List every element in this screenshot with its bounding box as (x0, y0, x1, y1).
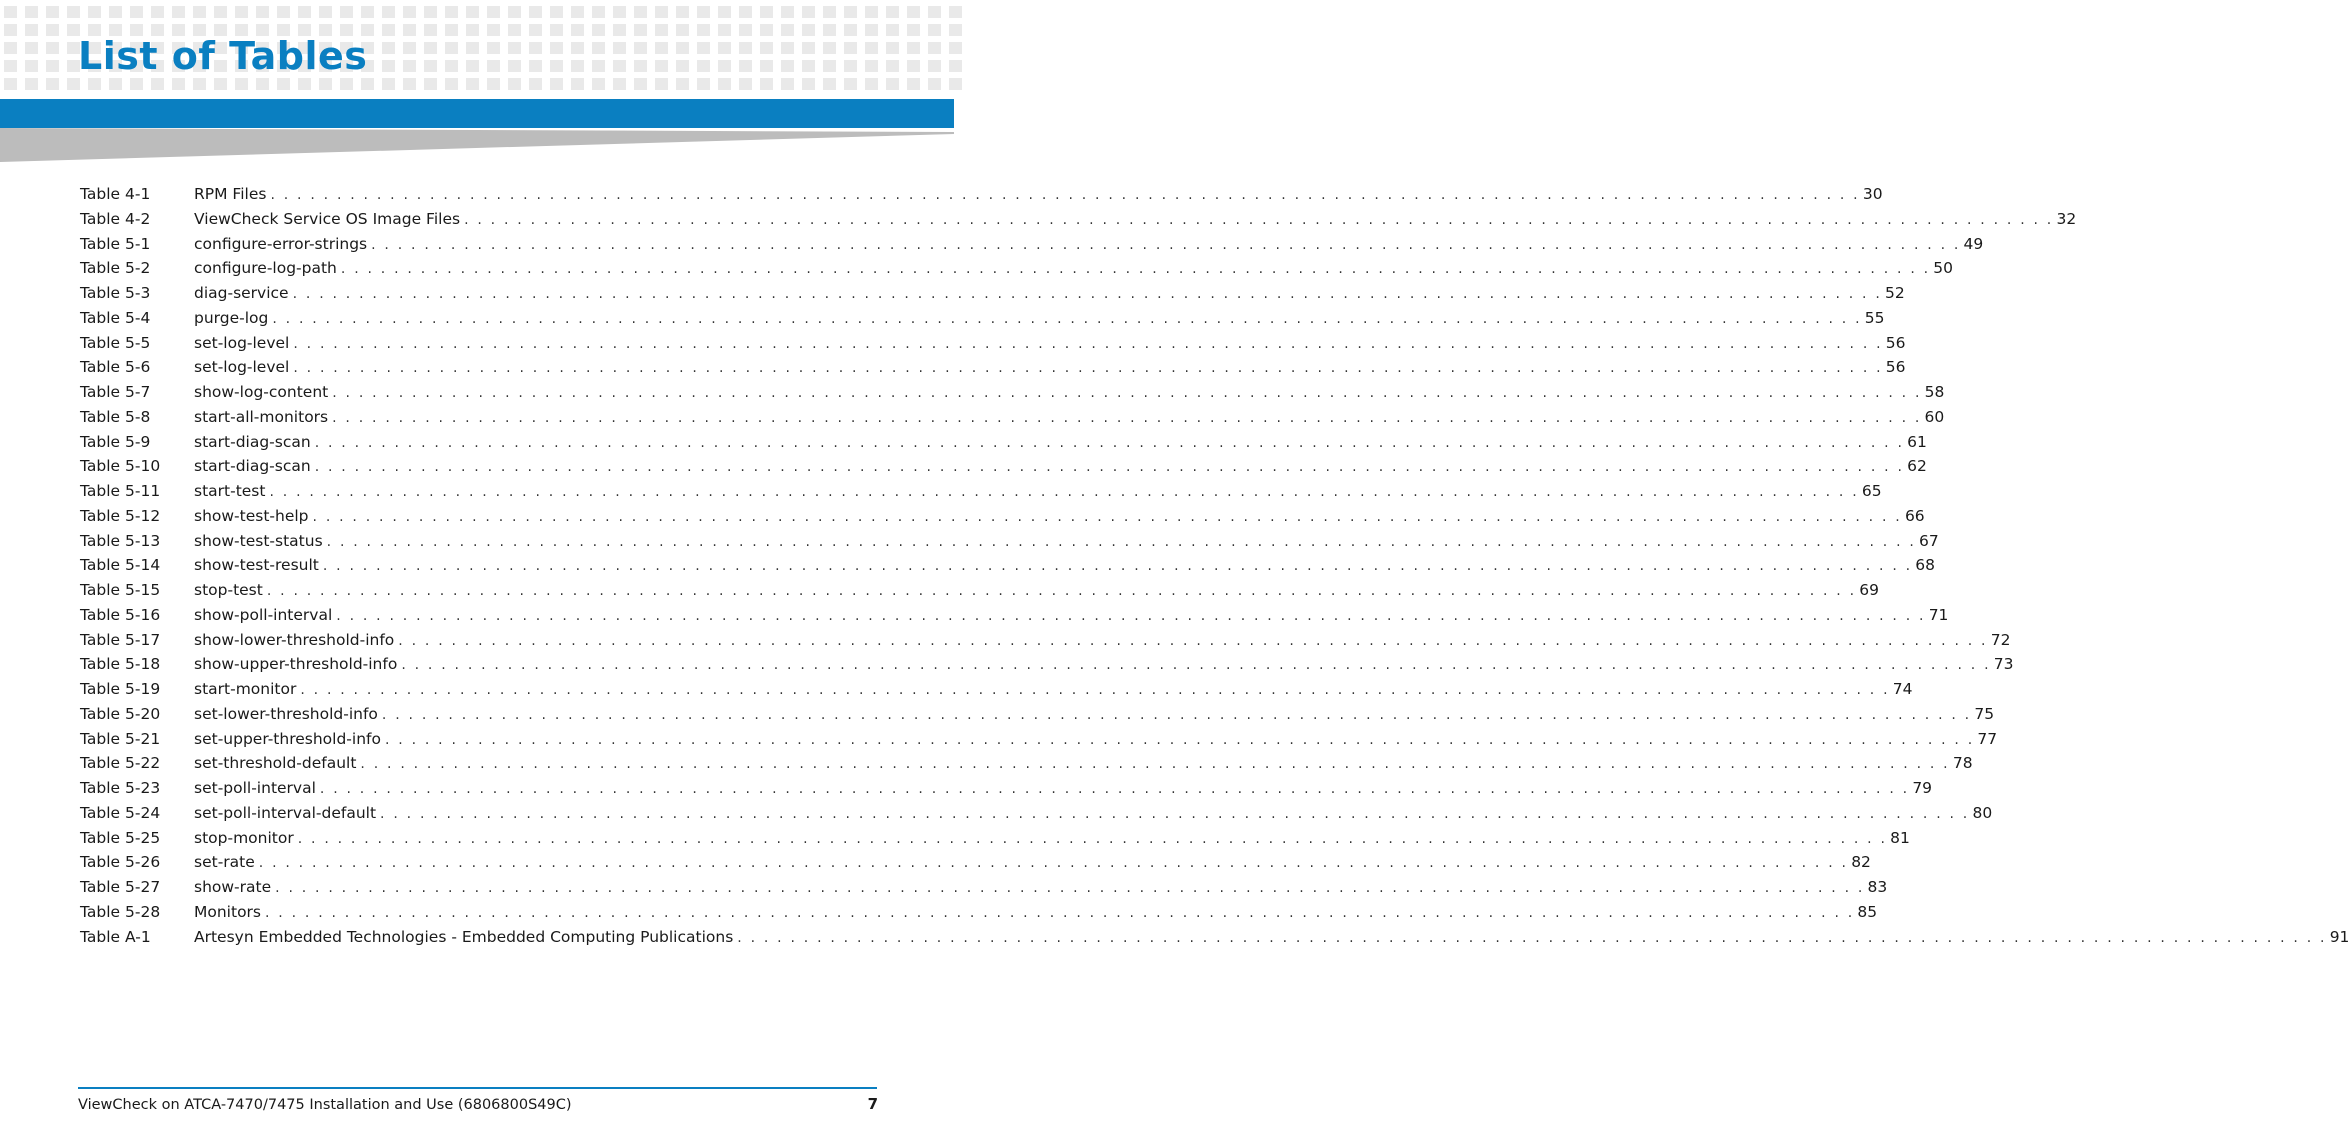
page-title: List of Tables (78, 34, 368, 78)
toc-entry-number: Table 5-7 (80, 383, 151, 401)
toc-entry[interactable] (80, 578, 1879, 603)
toc-entry[interactable] (80, 355, 1906, 380)
toc-entry-title[interactable]: show-upper-threshold-info (194, 655, 398, 674)
toc-entry-page[interactable]: 83 (1867, 878, 1888, 896)
toc-entry[interactable] (80, 529, 1939, 554)
toc-dot-leader: . . . . . . . . . . . . . . . . . . . . . . . . . . . . . . . . . . . . . . . . . . . . . . . . . . . . . . . . . . . . . . . . . . . . . . . . . . . . . . . . . . . . . . . . . . . . . . . . . . . . . . . . . . . . . . . . . . . . . . . . (332, 385, 1922, 401)
toc-entry-page[interactable]: 72 (1990, 630, 2011, 649)
toc-entry-number: Table 5-11 (80, 482, 161, 500)
toc-entry[interactable] (80, 207, 2077, 232)
toc-entry-title[interactable]: start-all-monitors (194, 407, 329, 426)
toc-entry-title[interactable]: set-log-level (194, 333, 290, 352)
toc-dot-leader: . . . . . . . . . . . . . . . . . . . . . . . . . . . . . . . . . . . . . . . . . . . . . . . . . . . . . . . . . . . . . . . . . . . . . . . . . . . . . . . . . . . . . . . . . . . . . . . . . . . . . . . . . . . . . . . . . . . . . . . . (332, 409, 1922, 426)
toc-entry[interactable] (80, 380, 1945, 405)
toc-entry[interactable] (80, 875, 1888, 900)
toc-entry-page[interactable]: 49 (1963, 234, 1984, 253)
toc-entry-title[interactable]: set-poll-interval (194, 779, 316, 797)
toc-entry-page[interactable]: 77 (1977, 729, 1998, 748)
toc-dot-leader: . . . . . . . . . . . . . . . . . . . . . . . . . . . . . . . . . . . . . . . . . . . . . . . . . . . . . . . . . . . . . . . . . . . . . . . . . . . . . . . . . . . . . . . . . . . . . . . . . . . . . . . . . . . . . . . . . . . . . . . . (381, 706, 1972, 723)
toc-entry-title[interactable]: show-test-status (194, 531, 323, 550)
toc-entry-number: Table 4-1 (80, 185, 151, 203)
toc-entry-page[interactable]: 71 (1928, 605, 1949, 624)
toc-entry-number: Table 5-5 (80, 333, 151, 352)
toc-entry-title[interactable]: set-threshold-default (194, 754, 357, 773)
toc-entry[interactable] (80, 504, 1925, 529)
toc-dot-leader: . . . . . . . . . . . . . . . . . . . . . . . . . . . . . . . . . . . . . . . . . . . . . . . . . . . . . . . . . . . . . . . . . . . . . . . . . . . . . . . . . . . . . . . . . . . . . . . . . . . . . . . . . . . . . . . . . . . . . . . . (292, 286, 1883, 302)
toc-entry-page[interactable]: 56 (1885, 358, 1906, 377)
toc-dot-leader: . . . . . . . . . . . . . . . . . . . . . . . . . . . . . . . . . . . . . . . . . . . . . . . . . . . . . . . . . . . . . . . . . . . . . . . . . . . . . . . . . . . . . . . . . . . . . . . . . . . . . . . . . . . . . . . . . . . . . . . . (266, 583, 1857, 599)
toc-entry-title[interactable]: show-lower-threshold-info (194, 630, 395, 649)
toc-dot-leader: . . . . . . . . . . . . . . . . . . . . . . . . . . . . . . . . . . . . . . . . . . . . . . . . . . . . . . . . . . . . . . . . . . . . . . . . . . . . . . . . . . . . . . . . . . . . . . . . . . . . . . . . . . . . . . . . . . . . . . . . (297, 830, 1888, 847)
toc-entry-page[interactable]: 62 (1907, 457, 1927, 476)
toc-entry[interactable] (80, 751, 1973, 776)
toc-entry-number: Table 5-17 (80, 630, 161, 649)
toc-dot-leader: . . . . . . . . . . . . . . . . . . . . . . . . . . . . . . . . . . . . . . . . . . . . . . . . . . . . . . . . . . . . . . . . . . . . . . . . . . . . . . . . . . . . . . . . . . . . . . . . . . . . . . . . . . . . . . . . . . . . . . . . (737, 929, 2327, 946)
toc-dot-leader: . . . . . . . . . . . . . . . . . . . . . . . . . . . . . . . . . . . . . . . . . . . . . . . . . . . . . . . . . . . . . . . . . . . . . . . . . . . . . . . . . . . . . . . . . . . . . . . . . . . . . . . . . . . . . . . . . . . . . . . . (275, 880, 1865, 896)
toc-entry[interactable] (80, 900, 1878, 925)
toc-entry-page[interactable]: 69 (1859, 581, 1879, 599)
toc-entry-page[interactable]: 78 (1952, 754, 1973, 773)
toc-dot-leader: . . . . . . . . . . . . . . . . . . . . . . . . . . . . . . . . . . . . . . . . . . . . . . . . . . . . . . . . . . . . . . . . . . . . . . . . . . . . . . . . . . . . . . . . . . . . . . . . . . . . . . . . . . . . . . . . . . . . . . . . (265, 904, 1855, 921)
toc-entry-page[interactable]: 60 (1924, 407, 1945, 426)
toc-entry-title[interactable]: stop-monitor (194, 828, 294, 847)
toc-entry-page[interactable]: 73 (1993, 655, 2014, 674)
toc-entry[interactable] (80, 652, 2014, 677)
toc-entry-number: Table 5-10 (80, 457, 161, 476)
toc-entry[interactable] (80, 454, 1927, 479)
footer-rule (78, 1087, 877, 1089)
toc-entry-number: Table 5-15 (80, 581, 161, 599)
toc-entry[interactable] (80, 479, 1882, 504)
toc-entry-page[interactable]: 32 (2056, 209, 2077, 228)
toc-entry[interactable] (80, 306, 1885, 331)
toc-entry-page[interactable]: 56 (1885, 333, 1906, 352)
toc-entry-page[interactable]: 61 (1907, 432, 1927, 451)
toc-entry-page[interactable]: 74 (1892, 680, 1913, 698)
toc-entry[interactable] (80, 553, 1936, 578)
toc-entry-page[interactable]: 52 (1885, 284, 1905, 302)
toc-entry-title[interactable]: Monitors (194, 902, 261, 921)
toc-dot-leader: . . . . . . . . . . . . . . . . . . . . . . . . . . . . . . . . . . . . . . . . . . . . . . . . . . . . . . . . . . . . . . . . . . . . . . . . . . . . . . . . . . . . . . . . . . . . . . . . . . . . . . . . . . . . . . . . . . . . . . . . (360, 756, 1950, 773)
toc-entry[interactable] (80, 405, 1945, 430)
toc-entry-number: Table 4-2 (80, 209, 151, 228)
toc-entry-number: Table 5-21 (80, 729, 161, 748)
toc-entry-number: Table 5-6 (80, 358, 151, 377)
toc-entry-number: Table 5-25 (80, 828, 161, 847)
toc-entry[interactable] (80, 281, 1905, 306)
toc-dot-leader: . . . . . . . . . . . . . . . . . . . . . . . . . . . . . . . . . . . . . . . . . . . . . . . . . . . . . . . . . . . . . . . . . . . . . . . . . . . . . . . . . . . . . . . . . . . . . . . . . . . . . . . . . . . . . . . . . . . . . . . . (340, 261, 1931, 278)
toc-entry-number: Table 5-27 (80, 878, 161, 896)
toc-entry-title[interactable]: show-rate (194, 878, 272, 896)
toc-entry[interactable] (80, 331, 1906, 356)
toc-entry-number: Table 5-20 (80, 704, 161, 723)
toc-entry-number: Table 5-13 (80, 531, 161, 550)
toc-entry-number: Table 5-16 (80, 605, 161, 624)
header-blue-band (0, 99, 954, 128)
toc-entry-title[interactable]: start-test (194, 482, 266, 500)
toc-entry[interactable] (80, 603, 1949, 628)
toc-entry-number: Table 5-18 (80, 655, 161, 674)
toc-entry-number: Table A-1 (80, 927, 151, 946)
toc-entry[interactable] (80, 430, 1927, 455)
toc-entry[interactable] (80, 628, 2011, 653)
toc-entry-title[interactable]: set-lower-threshold-info (194, 704, 378, 723)
toc-entry-number: Table 5-1 (80, 234, 151, 253)
toc-entry[interactable] (80, 801, 1993, 826)
header-gray-wedge (0, 128, 954, 164)
toc-entry-title[interactable]: purge-log (194, 308, 269, 327)
toc-entry-page[interactable]: 55 (1864, 308, 1885, 327)
toc-entry-page[interactable]: 91 (2329, 927, 2349, 946)
toc-dot-leader: . . . . . . . . . . . . . . . . . . . . . . . . . . . . . . . . . . . . . . . . . . . . . . . . . . . . . . . . . . . . . . . . . . . . . . . . . . . . . . . . . . . . . . . . . . . . . . . . . . . . . . . . . . . . . . . . . . . . . . . . (300, 682, 1890, 698)
toc-dot-leader: . . . . . . . . . . . . . . . . . . . . . . . . . . . . . . . . . . . . . . . . . . . . . . . . . . . . . . . . . . . . . . . . . . . . . . . . . . . . . . . . . . . . . . . . . . . . . . . . . . . . . . . . . . . . . . . . . . . . . . . . (272, 310, 1862, 327)
toc-entry[interactable] (80, 776, 1933, 801)
toc-entry-title[interactable]: Artesyn Embedded Technologies - Embedded Computing Publications (194, 927, 734, 946)
toc-entry-number: Table 5-24 (80, 803, 161, 822)
toc-entry-title[interactable]: show-log-content (194, 383, 329, 401)
toc-dot-leader: . . . . . . . . . . . . . . . . . . . . . . . . . . . . . . . . . . . . . . . . . . . . . . . . . . . . . . . . . . . . . . . . . . . . . . . . . . . . . . . . . . . . . . . . . . . . . . . . . . . . . . . . . . . . . . . . . . . . . . . . (314, 459, 1905, 476)
toc-entry-title[interactable]: set-poll-interval-default (194, 803, 377, 822)
toc-entry[interactable] (80, 925, 2349, 950)
toc-entry[interactable] (80, 702, 1995, 727)
toc-entry-number: Table 5-12 (80, 506, 161, 525)
toc-entry-number: Table 5-19 (80, 680, 161, 698)
toc-dot-leader: . . . . . . . . . . . . . . . . . . . . . . . . . . . . . . . . . . . . . . . . . . . . . . . . . . . . . . . . . . . . . . . . . . . . . . . . . . . . . . . . . . . . . . . . . . . . . . . . . . . . . . . . . . . . . . . . . . . . . . . . (398, 632, 1988, 649)
toc-dot-leader: . . . . . . . . . . . . . . . . . . . . . . . . . . . . . . . . . . . . . . . . . . . . . . . . . . . . . . . . . . . . . . . . . . . . . . . . . . . . . . . . . . . . . . . . . . . . . . . . . . . . . . . . . . . . . . . . . . . . . . . . (336, 607, 1926, 624)
toc-entry[interactable] (80, 182, 1883, 207)
toc-entry-page[interactable]: 66 (1904, 506, 1925, 525)
toc-entry-page[interactable]: 65 (1861, 482, 1882, 500)
toc-dot-leader: . . . . . . . . . . . . . . . . . . . . . . . . . . . . . . . . . . . . . . . . . . . . . . . . . . . . . . . . . . . . . . . . . . . . . . . . . . . . . . . . . . . . . . . . . . . . . . . . . . . . . . . . . . . . . . . . . . . . . . . . (322, 558, 1913, 575)
toc-dot-leader: . . . . . . . . . . . . . . . . . . . . . . . . . . . . . . . . . . . . . . . . . . . . . . . . . . . . . . . . . . . . . . . . . . . . . . . . . . . . . . . . . . . . . . . . . . . . . . . . . . . . . . . . . . . . . . . . . . . . . . . . (258, 855, 1849, 872)
toc-entry-number: Table 5-22 (80, 754, 161, 773)
toc-dot-leader: . . . . . . . . . . . . . . . . . . . . . . . . . . . . . . . . . . . . . . . . . . . . . . . . . . . . . . . . . . . . . . . . . . . . . . . . . . . . . . . . . . . . . . . . . . . . . . . . . . . . . . . . . . . . . . . . . . . . . . . . (312, 508, 1902, 525)
toc-entry[interactable] (80, 727, 1998, 752)
toc-entry-page[interactable]: 67 (1919, 531, 1939, 550)
toc-entry-title[interactable]: show-test-help (194, 506, 309, 525)
toc-dot-leader: . . . . . . . . . . . . . . . . . . . . . . . . . . . . . . . . . . . . . . . . . . . . . . . . . . . . . . . . . . . . . . . . . . . . . . . . . . . . . . . . . . . . . . . . . . . . . . . . . . . . . . . . . . . . . . . . . . . . . . . . (326, 533, 1917, 550)
toc-entry-title[interactable]: set-upper-threshold-info (194, 729, 381, 748)
toc-entry-title[interactable]: set-log-level (194, 358, 290, 377)
toc-dot-leader: . . . . . . . . . . . . . . . . . . . . . . . . . . . . . . . . . . . . . . . . . . . . . . . . . . . . . . . . . . . . . . . . . . . . . . . . . . . . . . . . . . . . . . . . . . . . . . . . . . . . . . . . . . . . . . . . . . . . . . . . (464, 211, 2054, 228)
toc-entry-number: Table 5-3 (80, 284, 151, 302)
toc-entry-title[interactable]: diag-service (194, 284, 289, 302)
toc-dot-leader: . . . . . . . . . . . . . . . . . . . . . . . . . . . . . . . . . . . . . . . . . . . . . . . . . . . . . . . . . . . . . . . . . . . . . . . . . . . . . . . . . . . . . . . . . . . . . . . . . . . . . . . . . . . . . . . . . . . . . . . . (293, 360, 1883, 377)
toc-entry-page[interactable]: 82 (1851, 853, 1871, 872)
toc-entry-page[interactable]: 79 (1912, 779, 1933, 797)
toc-entry-title[interactable]: set-rate (194, 853, 255, 872)
toc-entry[interactable] (80, 850, 1871, 875)
toc-entry-page[interactable]: 81 (1890, 828, 1910, 847)
toc-entry-page[interactable]: 68 (1915, 556, 1936, 575)
toc-entry-page[interactable]: 80 (1972, 803, 1993, 822)
toc-dot-leader: . . . . . . . . . . . . . . . . . . . . . . . . . . . . . . . . . . . . . . . . . . . . . . . . . . . . . . . . . . . . . . . . . . . . . . . . . . . . . . . . . . . . . . . . . . . . . . . . . . . . . . . . . . . . . . . . . . . . . . . . (319, 781, 1910, 797)
toc-entry-number: Table 5-23 (80, 779, 161, 797)
toc-entry-title[interactable]: show-test-result (194, 556, 319, 575)
toc-entry-page[interactable]: 85 (1857, 902, 1878, 921)
toc-dot-leader: . . . . . . . . . . . . . . . . . . . . . . . . . . . . . . . . . . . . . . . . . . . . . . . . . . . . . . . . . . . . . . . . . . . . . . . . . . . . . . . . . . . . . . . . . . . . . . . . . . . . . . . . . . . . . . . . . . . . . . . . (371, 236, 1961, 253)
toc-dot-leader: . . . . . . . . . . . . . . . . . . . . . . . . . . . . . . . . . . . . . . . . . . . . . . . . . . . . . . . . . . . . . . . . . . . . . . . . . . . . . . . . . . . . . . . . . . . . . . . . . . . . . . . . . . . . . . . . . . . . . . . . (314, 434, 1905, 451)
toc-dot-leader: . . . . . . . . . . . . . . . . . . . . . . . . . . . . . . . . . . . . . . . . . . . . . . . . . . . . . . . . . . . . . . . . . . . . . . . . . . . . . . . . . . . . . . . . . . . . . . . . . . . . . . . . . . . . . . . . . . . . . . . . (380, 805, 1970, 822)
toc-entry[interactable] (80, 232, 1984, 257)
toc-entry-title[interactable]: stop-test (194, 581, 263, 599)
toc-entry-title[interactable]: show-poll-interval (194, 605, 333, 624)
toc-entry-number: Table 5-4 (80, 308, 151, 327)
toc-entry-title[interactable]: ViewCheck Service OS Image Files (194, 209, 461, 228)
toc-entry-number: Table 5-26 (80, 853, 161, 872)
toc-entry[interactable] (80, 677, 1913, 702)
toc-dot-leader: . . . . . . . . . . . . . . . . . . . . . . . . . . . . . . . . . . . . . . . . . . . . . . . . . . . . . . . . . . . . . . . . . . . . . . . . . . . . . . . . . . . . . . . . . . . . . . . . . . . . . . . . . . . . . . . . . . . . . . . . (384, 731, 1975, 748)
toc-dot-leader: . . . . . . . . . . . . . . . . . . . . . . . . . . . . . . . . . . . . . . . . . . . . . . . . . . . . . . . . . . . . . . . . . . . . . . . . . . . . . . . . . . . . . . . . . . . . . . . . . . . . . . . . . . . . . . . . . . . . . . . . (293, 335, 1883, 352)
toc-entry-page[interactable]: 30 (1862, 185, 1883, 203)
toc-entry-title[interactable]: configure-error-strings (194, 234, 368, 253)
toc-dot-leader: . . . . . . . . . . . . . . . . . . . . . . . . . . . . . . . . . . . . . . . . . . . . . . . . . . . . . . . . . . . . . . . . . . . . . . . . . . . . . . . . . . . . . . . . . . . . . . . . . . . . . . . . . . . . . . . . . . . . . . . . (269, 484, 1859, 500)
list-of-tables (80, 182, 2349, 949)
toc-entry-number: Table 5-9 (80, 432, 151, 451)
toc-entry-title[interactable]: start-diag-scan (194, 432, 311, 451)
toc-entry-page[interactable]: 50 (1933, 259, 1954, 278)
toc-entry-title[interactable]: RPM Files (194, 185, 267, 203)
toc-entry[interactable] (80, 256, 1954, 281)
toc-entry-title[interactable]: configure-log-path (194, 259, 337, 278)
toc-dot-leader: . . . . . . . . . . . . . . . . . . . . . . . . . . . . . . . . . . . . . . . . . . . . . . . . . . . . . . . . . . . . . . . . . . . . . . . . . . . . . . . . . . . . . . . . . . . . . . . . . . . . . . . . . . . . . . . . . . . . . . . . (401, 657, 1991, 674)
toc-entry-title[interactable]: start-diag-scan (194, 457, 311, 476)
footer-page-number: 7 (867, 1095, 878, 1113)
toc-entry-page[interactable]: 58 (1924, 383, 1945, 401)
toc-entry[interactable] (80, 826, 1910, 851)
toc-entry-title[interactable]: start-monitor (194, 680, 297, 698)
toc-entry-number: Table 5-28 (80, 902, 161, 921)
toc-entry-number: Table 5-8 (80, 407, 151, 426)
footer-document-title: ViewCheck on ATCA-7470/7475 Installation and Use (6806800S49C) (78, 1097, 572, 1113)
toc-entry-number: Table 5-14 (80, 556, 161, 575)
toc-dot-leader: . . . . . . . . . . . . . . . . . . . . . . . . . . . . . . . . . . . . . . . . . . . . . . . . . . . . . . . . . . . . . . . . . . . . . . . . . . . . . . . . . . . . . . . . . . . . . . . . . . . . . . . . . . . . . . . . . . . . . . . . (270, 187, 1860, 203)
toc-entry-number: Table 5-2 (80, 259, 151, 278)
toc-entry-page[interactable]: 75 (1974, 704, 1995, 723)
